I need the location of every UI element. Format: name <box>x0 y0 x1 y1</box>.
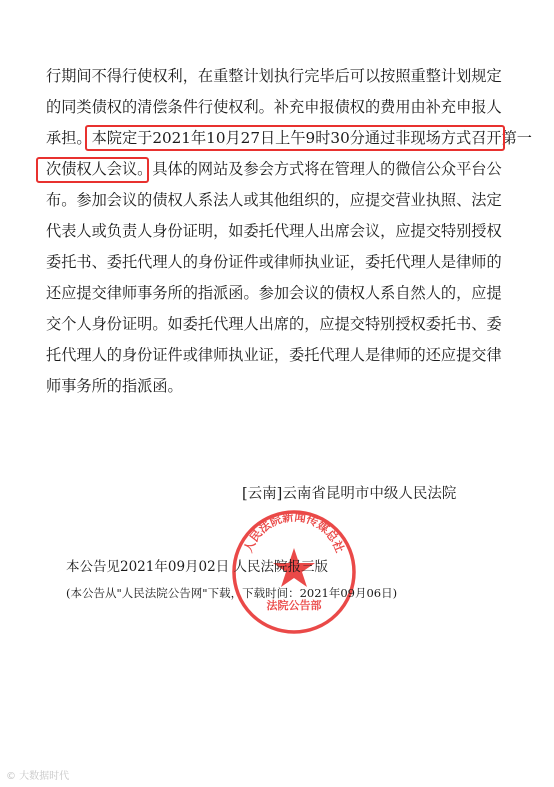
body-line: 次债权人会议。具体的网站及参会方式将在管理人的微信公众平台公 <box>46 160 502 178</box>
svg-text:人民法院新闻传媒总社 <box>241 510 347 555</box>
court-name: [云南]云南省昆明市中级人民法院 <box>242 486 457 502</box>
body-line: 的同类债权的清偿条件行使权利。补充申报债权的费用由补充申报人 <box>46 98 502 116</box>
body-line: 托代理人的身份证件或律师执业证，委托代理人是律师的还应提交律 <box>46 346 502 364</box>
source-note: (本公告从"人民法院公告网"下载，下载时间：2021年09月06日) <box>66 586 398 600</box>
body-line: 承担。本院定于2021年10月27日上午9时30分通过非现场方式召开第一 <box>46 129 532 147</box>
body-line: 委托书、委托代理人的身份证件或律师执业证，委托代理人是律师的 <box>46 253 502 271</box>
watermark: © 大数据时代 <box>6 771 70 782</box>
seal-arc-text: 人民法院新闻传媒总社 <box>240 509 348 555</box>
body-line: 行期间不得行使权利，在重整计划执行完毕后可以按照重整计划规定 <box>46 67 502 85</box>
body-line: 布。参加会议的债权人系法人或其他组织的，应提交营业执照、法定 <box>46 191 502 209</box>
body-line: 还应提交律师事务所的指派函。参加会议的债权人系自然人的，应提 <box>46 284 502 302</box>
issue-note: 本公告见2021年09月02日 人民法院报三版 <box>66 559 329 575</box>
seal-bottom-text: 法院公告部 <box>266 599 322 612</box>
body-line: 交个人身份证明。如委托代理人出席的，应提交特别授权委托书、委 <box>46 315 502 333</box>
body-line: 代表人或负责人身份证明，如委托代理人出席会议，应提交特别授权 <box>46 222 502 240</box>
body-line: 师事务所的指派函。 <box>46 377 183 395</box>
